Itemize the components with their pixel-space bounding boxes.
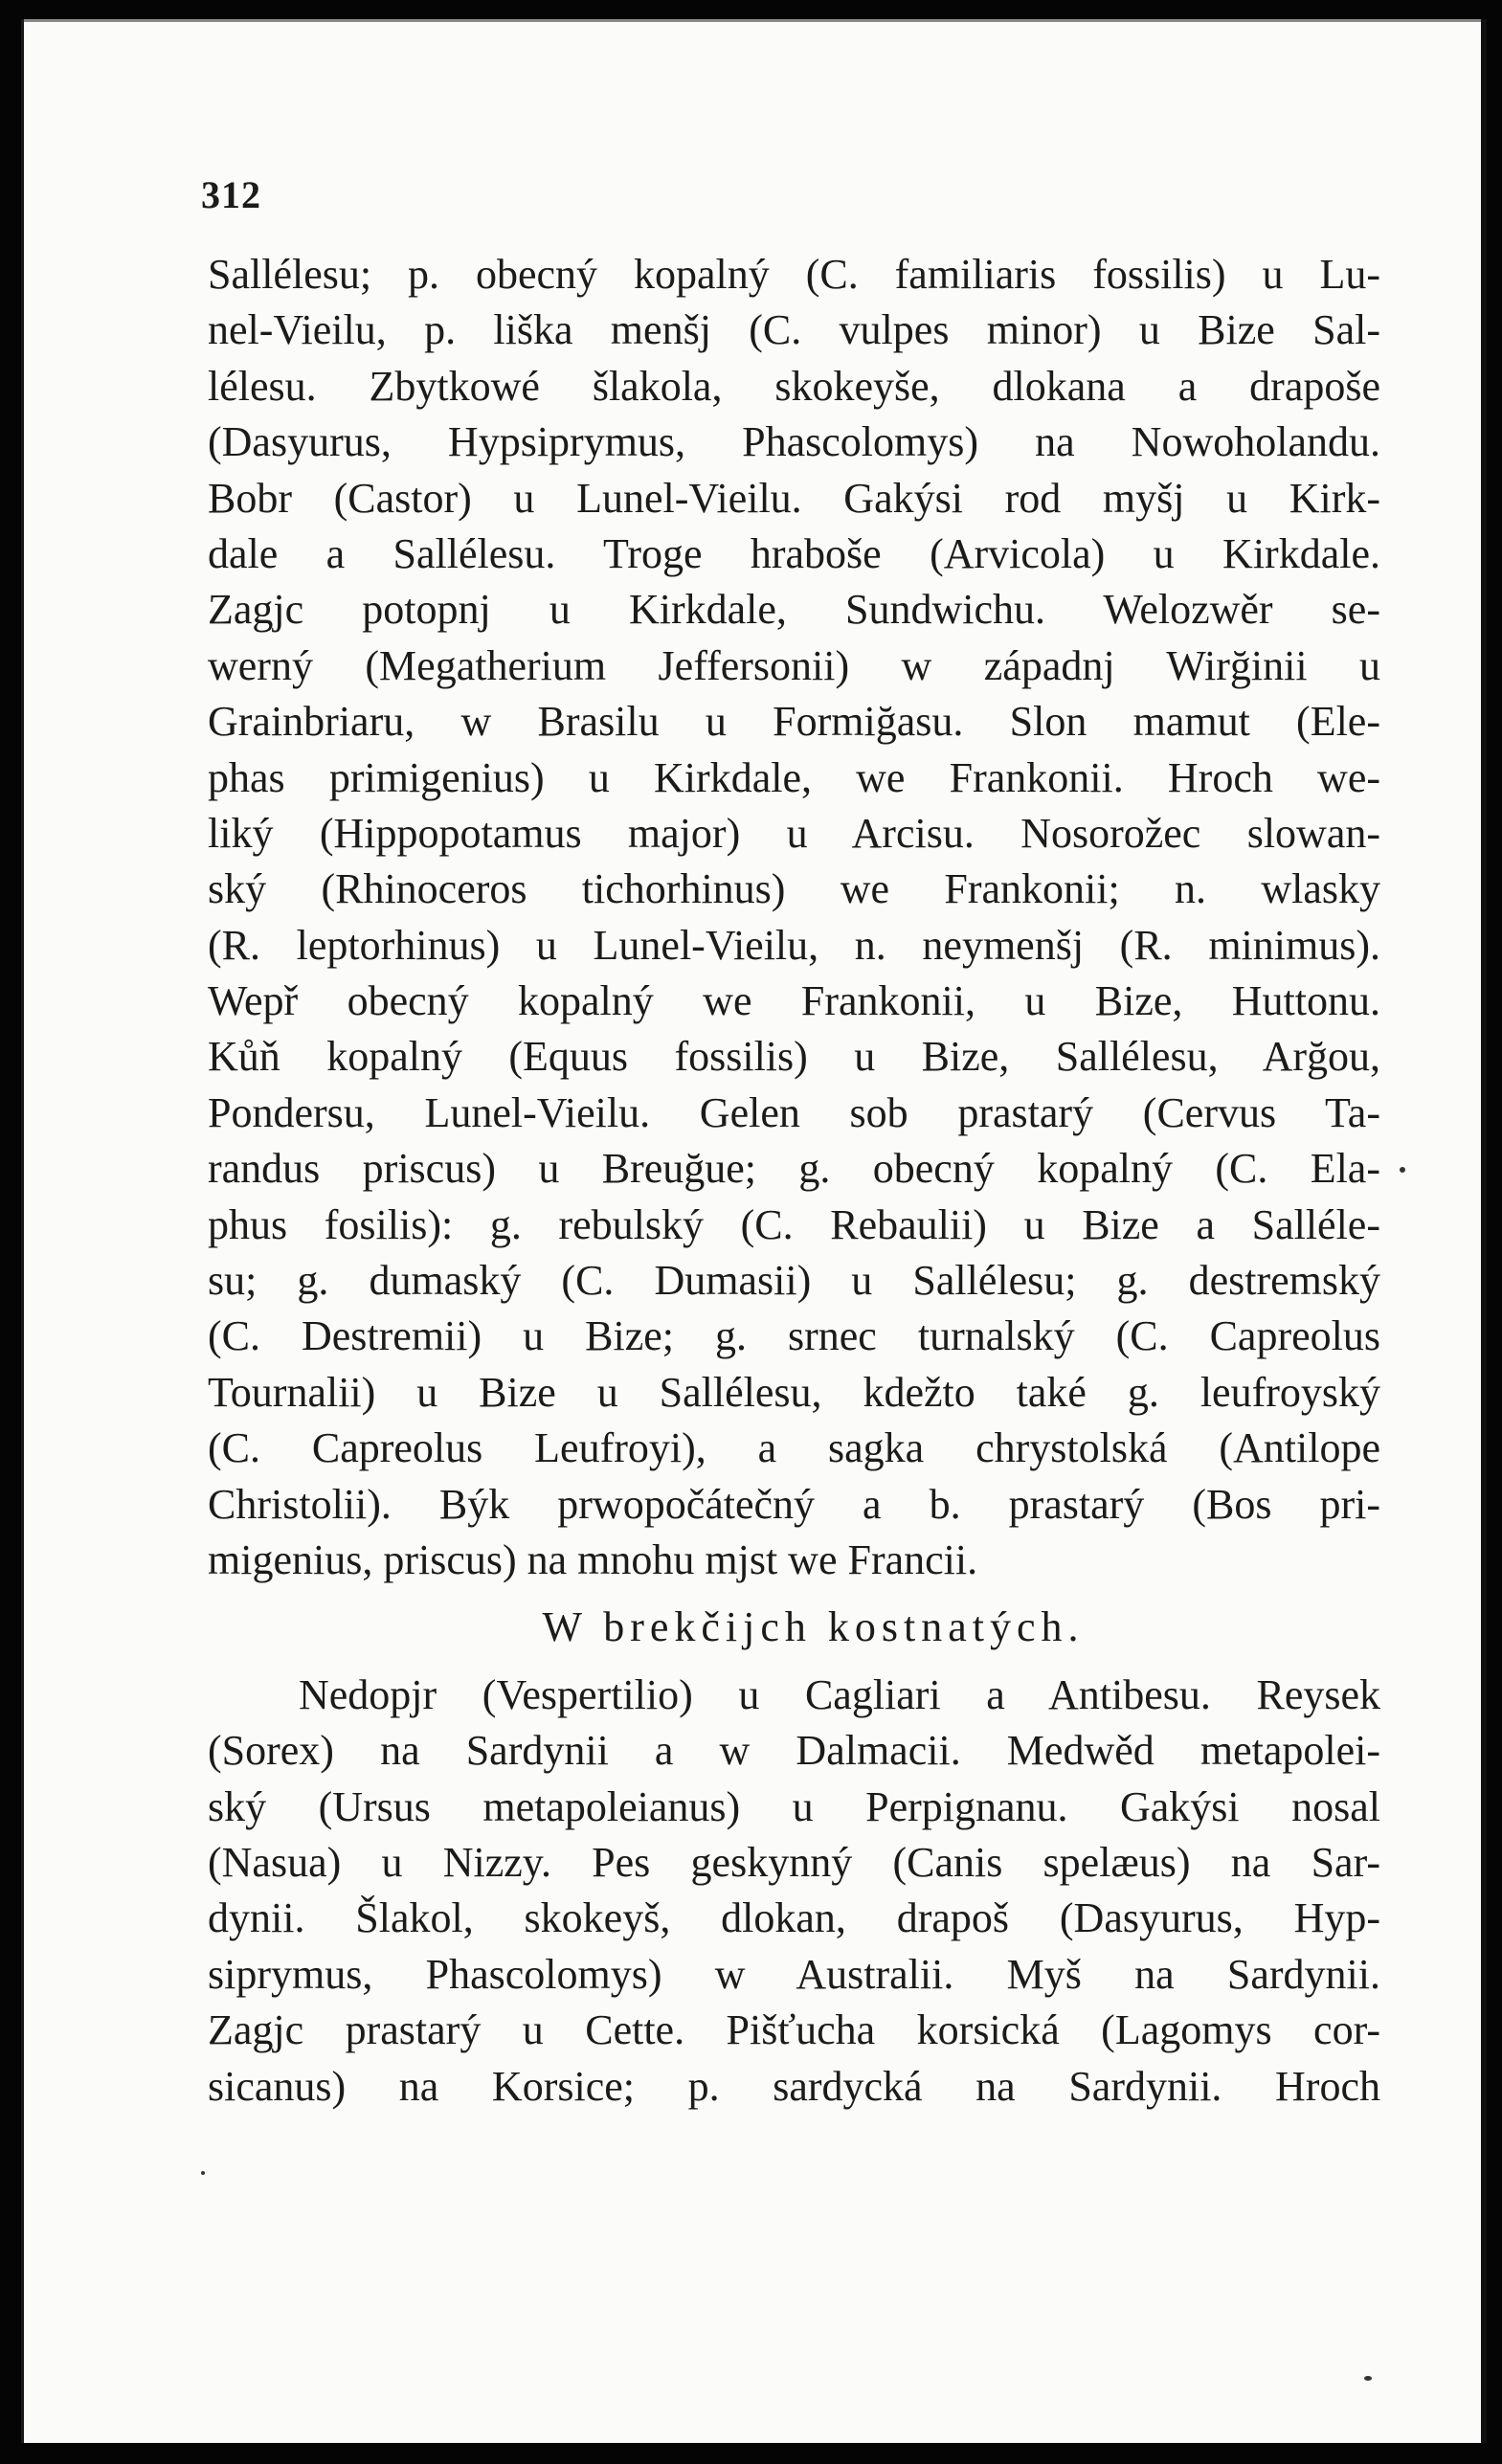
text-line: ský (Rhinoceros tichorhinus) we Frankonii; n. wlasky	[208, 865, 1380, 913]
text-line: (Sorex) na Sardynii a w Dalmacii. Medwěd metapolei-	[208, 1727, 1380, 1775]
paragraph-1	[208, 247, 1380, 1588]
text-line: (C. Destremii) u Bize; g. srnec turnalský (C. Capreolus	[208, 1312, 1380, 1360]
text-line: Grainbriaru, w Brasilu u Formiğasu. Slon mamut (Ele-	[208, 698, 1380, 746]
text-line: Kůň kopalný (Equus fossilis) u Bize, Sallélesu, Arğou,	[208, 1033, 1380, 1081]
text-line: (Nasua) u Nizzy. Pes geskynný (Canis spelæus) na Sar-	[208, 1838, 1380, 1886]
section-heading: W brekčijch kostnatých.	[542, 1603, 1085, 1651]
text-line: dale a Sallélesu. Troge hraboše (Arvicola) u Kirkdale.	[208, 529, 1380, 577]
text-line: Wepř obecný kopalný we Frankonii, u Bize, Huttonu.	[208, 977, 1380, 1025]
text-line: (R. leptorhinus) u Lunel-Vieilu, n. neymenšj (R. minimus).	[208, 921, 1380, 969]
text-line: Zagjc prastarý u Cette. Pišťucha korsická (Lagomys cor-	[208, 2006, 1380, 2054]
text-line: (C. Capreolus Leufroyi), a sagka chrystolská (Antilope	[208, 1424, 1380, 1472]
text-line: nel-Vieilu, p. liška menšj (C. vulpes minor) u Bize Sal-	[208, 306, 1380, 354]
page-number: 312	[201, 173, 261, 216]
text-line: Zagjc potopnj u Kirkdale, Sundwichu. Welozwěr se-	[208, 586, 1380, 634]
text-line: sicanus) na Korsice; p. sardycká na Sardynii. Hroch	[208, 2062, 1380, 2110]
text-line: su; g. dumaský (C. Dumasii) u Sallélesu; g. destremský	[208, 1257, 1380, 1305]
print-speck	[201, 2171, 205, 2175]
text-line: Sallélesu; p. obecný kopalný (C. familiaris fossilis) u Lu-	[208, 251, 1380, 298]
text-line: Pondersu, Lunel-Vieilu. Gelen sob prastarý (Cervus Ta-	[208, 1088, 1380, 1136]
page-top-edge	[24, 19, 1481, 22]
text-line: Bobr (Castor) u Lunel-Vieilu. Gakýsi rod myšj u Kirk-	[208, 474, 1380, 522]
text-line: liký (Hippopotamus major) u Arcisu. Nosorožec slowan-	[208, 809, 1380, 857]
text-line: migenius, priscus) na mnohu mjst we Francii.	[208, 1535, 978, 1583]
print-speck	[1400, 1167, 1405, 1173]
text-line: ský (Ursus metapoleianus) u Perpignanu. Gakýsi nosal	[208, 1782, 1380, 1830]
text-line: (Dasyurus, Hypsiprymus, Phascolomys) na Nowoholandu.	[208, 418, 1380, 466]
text-line: Christolii). Býk prwopočátečný a b. prastarý (Bos pri-	[208, 1480, 1380, 1528]
text-line: Tournalii) u Bize u Sallélesu, kdežto také g. leufroyský	[208, 1368, 1380, 1416]
paragraph-2	[208, 1668, 1380, 2115]
text-line: werný (Megatherium Jeffersonii) w západnj Wirğinii u	[208, 641, 1380, 689]
text-line: dynii. Šlakol, skokeyš, dlokan, drapoš (Dasyurus, Hyp-	[208, 1894, 1380, 1942]
print-speck	[1364, 2376, 1372, 2381]
text-line: Nedopjr (Vespertilio) u Cagliari a Antibesu. Reysek	[299, 1670, 1380, 1718]
text-line: lélesu. Zbytkowé šlakola, skokeyše, dlokana a drapoše	[208, 362, 1380, 410]
text-line: randus priscus) u Breuğue; g. obecný kopalný (C. Ela-	[208, 1145, 1380, 1193]
text-line: siprymus, Phascolomys) w Australii. Myš na Sardynii.	[208, 1950, 1380, 1998]
body-text	[208, 247, 1380, 2115]
text-line: phas primigenius) u Kirkdale, we Frankonii. Hroch we-	[208, 753, 1380, 801]
text-line: phus fosilis): g. rebulský (C. Rebaulii) u Bize a Salléle-	[208, 1200, 1380, 1248]
book-page	[21, 19, 1487, 2443]
